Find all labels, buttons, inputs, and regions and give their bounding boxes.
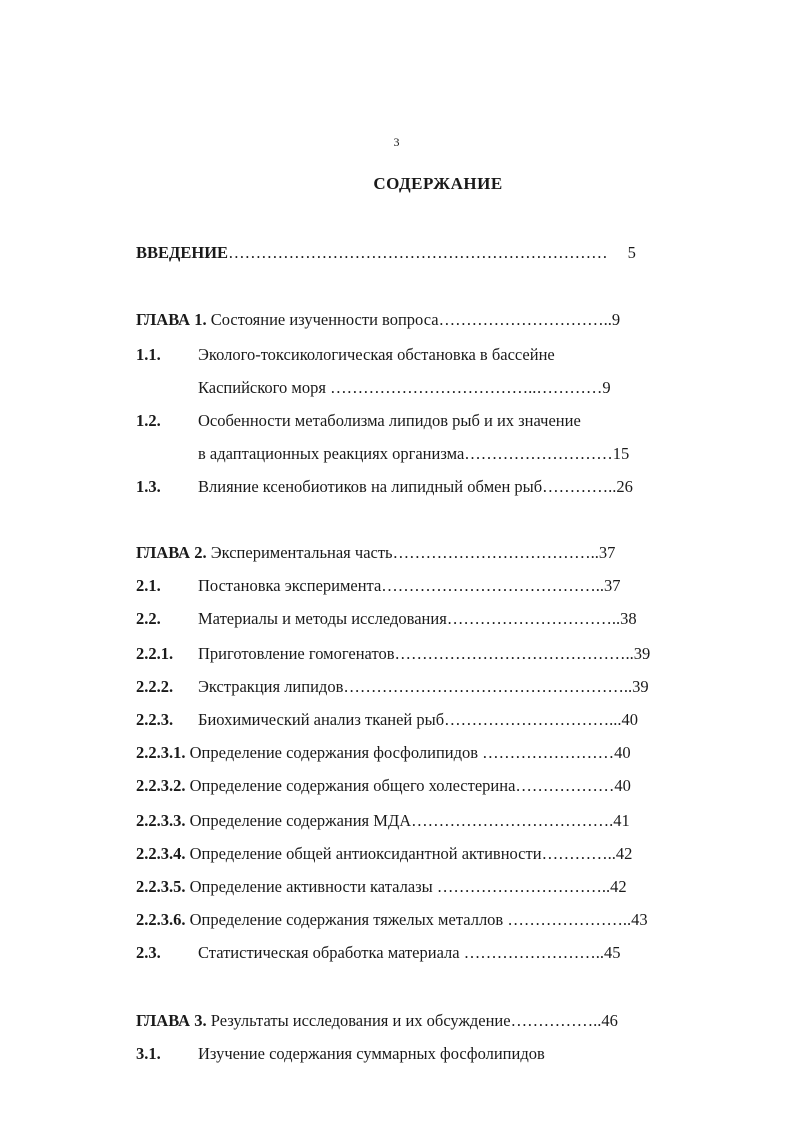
toc-entry-text: Определение активности каталазы	[189, 877, 433, 896]
leader-dots: ……………..	[510, 1011, 602, 1030]
toc-entry-text: Изучение содержания суммарных фосфолипидов	[198, 1044, 545, 1063]
toc-page-number: 40	[621, 710, 638, 729]
toc-page-number: 38	[620, 609, 637, 628]
toc-page-number: 39	[633, 644, 651, 663]
toc-entry-2-2-3-1[interactable]	[136, 743, 631, 763]
toc-section-number: 2.2.3.3.	[136, 811, 186, 830]
toc-page-number: 15	[612, 444, 630, 463]
leader-dots: ………………………………..	[392, 543, 599, 562]
toc-section-number: 1.2.	[136, 411, 161, 430]
toc-entry-text: Экспериментальная часть	[210, 543, 393, 562]
toc-chapter-label: ГЛАВА 2.	[136, 543, 207, 562]
leader-dots: ……………………………………………..	[343, 677, 633, 696]
leader-dots: ……………………..	[463, 943, 604, 962]
leader-dots: ……………………………………..	[394, 644, 634, 663]
toc-entry-chapter-1[interactable]	[136, 310, 620, 330]
leader-dots: ………………………………..…………	[330, 378, 603, 397]
toc-page-number: 9	[602, 378, 611, 397]
toc-entry-text: Экстракция липидов	[198, 677, 344, 696]
toc-section-number: 2.2.3.5.	[136, 877, 186, 896]
toc-entry-text: Результаты исследования и их обсуждение	[210, 1011, 511, 1030]
toc-section-number: 2.2.3.4.	[136, 844, 186, 863]
toc-page-number: 45	[603, 943, 621, 962]
leader-dots: …………..	[542, 477, 617, 496]
toc-entry-text: Определение содержания тяжелых металлов	[189, 910, 504, 929]
toc-page-number: 46	[601, 1011, 618, 1030]
toc-page-number: 39	[632, 677, 649, 696]
toc-entry-intro[interactable]	[136, 243, 636, 263]
leader-dots: ……………………………………………………………	[228, 243, 608, 262]
leader-dots: ………………	[515, 776, 615, 795]
toc-entry-2-2-3-3[interactable]	[136, 811, 630, 831]
toc-entry-text: Материалы и методы исследования	[198, 609, 447, 628]
toc-page-number: 41	[613, 811, 630, 830]
toc-entry-label: ВВЕДЕНИЕ	[136, 243, 229, 262]
toc-entry-text: Влияние ксенобиотиков на липидный обмен рыб	[198, 477, 543, 496]
toc-chapter-label: ГЛАВА 1.	[136, 310, 207, 329]
toc-entry-2-2-3-6[interactable]	[136, 910, 648, 930]
toc-entry-chapter-3[interactable]	[136, 1011, 618, 1031]
leader-dots: …………………………..	[436, 877, 611, 896]
toc-section-number: 2.2.	[136, 609, 161, 628]
toc-entry-text: Определение содержания МДА	[189, 811, 412, 830]
leader-dots: ……………………………….	[411, 811, 614, 830]
leader-dots: ………………………	[464, 444, 613, 463]
toc-entry-text: Статистическая обработка материала	[198, 943, 460, 962]
toc-entry-2-2-3-4[interactable]	[136, 844, 632, 864]
toc-section-number: 2.2.3.	[136, 710, 174, 729]
toc-section-number: 3.1.	[136, 1044, 161, 1063]
leader-dots: ……………………	[482, 743, 615, 762]
toc-page-number: 40	[614, 743, 631, 762]
toc-page-number: 26	[616, 477, 633, 496]
toc-page-number: 37	[604, 576, 621, 595]
toc-section-number: 2.2.3.1.	[136, 743, 186, 762]
toc-entry-text: Эколого-токсикологическая обстановка в бассейне	[198, 345, 555, 364]
toc-section-number: 1.1.	[136, 345, 161, 364]
leader-dots: …………………………..	[438, 310, 612, 329]
leader-dots: …………………..	[507, 910, 632, 929]
toc-page-number: 43	[631, 910, 648, 929]
toc-entry-text: Приготовление гомогенатов	[198, 644, 395, 663]
page-title: СОДЕРЖАНИЕ	[373, 174, 503, 193]
toc-section-number: 2.2.2.	[136, 677, 174, 696]
toc-page-number: 5	[627, 243, 636, 262]
toc-section-number: 2.3.	[136, 943, 161, 962]
toc-page-number: 42	[610, 877, 627, 896]
toc-section-number: 2.2.1.	[136, 644, 174, 663]
toc-entry-text: в адаптационных реакциях организма	[198, 444, 465, 463]
leader-dots: …………………………...	[444, 710, 622, 729]
leader-dots: …………..	[541, 844, 616, 863]
toc-entry-2-2-3-5[interactable]	[136, 877, 627, 897]
toc-section-number: 1.3.	[136, 477, 161, 496]
toc-entry-text: Биохимический анализ тканей рыб	[198, 710, 445, 729]
toc-entry-text: Особенности метаболизма липидов рыб и их значение	[198, 411, 581, 430]
toc-entry-text: Каспийского моря	[198, 378, 326, 397]
leader-dots: …………………………..	[446, 609, 621, 628]
toc-entry-1-2-cont[interactable]	[198, 444, 629, 464]
leader-dots: …………………………………..	[381, 576, 605, 595]
toc-page-number: 40	[614, 776, 631, 795]
toc-section-number: 2.2.3.2.	[136, 776, 186, 795]
page-number: 3	[393, 135, 400, 149]
toc-entry-chapter-2[interactable]	[136, 543, 615, 563]
toc-entry-1-1-cont[interactable]	[198, 378, 611, 398]
toc-entry-text: Состояние изученности вопроса	[210, 310, 439, 329]
toc-entry-text: Определение содержания общего холестерина	[189, 776, 516, 795]
toc-section-number: 2.2.3.6.	[136, 910, 186, 929]
toc-page-number: 9	[611, 310, 621, 329]
toc-entry-text: Определение общей антиоксидантной активности	[189, 844, 542, 863]
toc-entry-2-2-3-2[interactable]	[136, 776, 631, 796]
toc-page-number: 42	[615, 844, 633, 863]
toc-entry-text: Постановка эксперимента	[198, 576, 382, 595]
toc-entry-text: Определение содержания фосфолипидов	[189, 743, 479, 762]
toc-section-number: 2.1.	[136, 576, 161, 595]
toc-page-number: 37	[598, 543, 616, 562]
toc-chapter-label: ГЛАВА 3.	[136, 1011, 207, 1030]
